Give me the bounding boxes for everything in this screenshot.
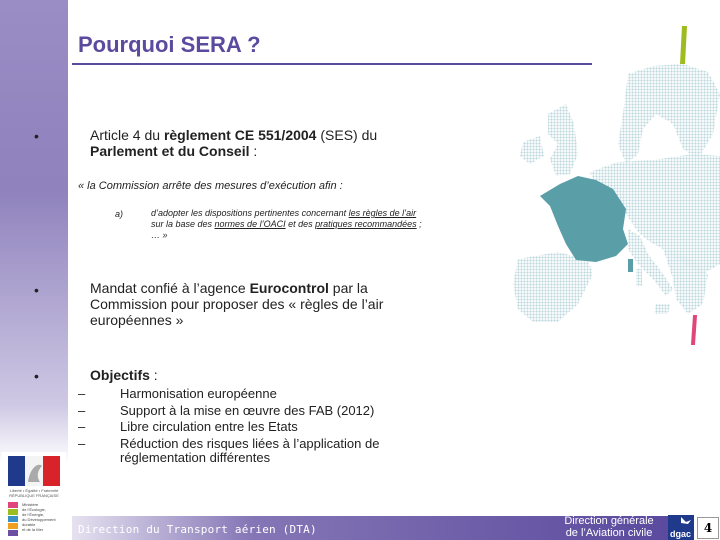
objectives-heading: Objectifs :	[90, 367, 158, 383]
objective-item: Support à la mise en œuvre des FAB (2012)	[120, 403, 375, 418]
republique-francaise-text: Liberté • Égalité • Fraternité RÉPUBLIQUE FRANÇAISE	[9, 488, 59, 498]
page-number: 4	[697, 517, 719, 539]
mandate-bullet-text: Mandat confié à l’agence Eurocontrol par la Commission pour proposer des « règles de l’air européennes »	[90, 280, 384, 328]
objective-dash: –	[78, 403, 86, 418]
article-bullet-text: Article 4 du règlement CE 551/2004 (SES) du Parlement et du Conseil :	[90, 127, 378, 159]
quote-intro: « la Commission arrête des mesures d’exécution afin :	[78, 180, 343, 192]
objective-dash: –	[78, 436, 86, 451]
bullet-marker: •	[34, 128, 39, 144]
ministry-logo	[2, 452, 66, 538]
objective-item: Réduction des risques liées à l’application de réglementation différentes	[120, 436, 380, 465]
europe-map-icon	[478, 64, 720, 354]
bullet-marker: •	[34, 282, 39, 298]
objective-item: Libre circulation entre les Etats	[120, 419, 298, 434]
marianne-flag-icon	[8, 456, 60, 486]
dgac-logo-icon: dgac	[668, 515, 694, 540]
quote-item-label: a)	[115, 209, 124, 219]
quote-item-text: d’adopter les dispositions pertinentes concernant les règles de l’air sur la base des normes de l’OACI et des pratiques recommandées ; … »	[151, 208, 422, 240]
slide-title: Pourquoi SERA ?	[78, 32, 261, 57]
decorative-green-stroke	[680, 26, 687, 64]
objective-dash: –	[78, 386, 86, 401]
ministry-name: Ministère de l’Écologie, de l’Énergie, du Développement durable et de la Mer	[22, 502, 56, 532]
bullet-marker: •	[34, 368, 39, 384]
objective-dash: –	[78, 419, 86, 434]
ministry-color-bar-icon	[8, 502, 18, 536]
footer-dgac-name: Direction générale de l’Aviation civile	[564, 515, 654, 539]
footer-department: Direction du Transport aérien (DTA)	[78, 523, 317, 536]
plane-icon	[668, 515, 694, 529]
objective-item: Harmonisation européenne	[120, 386, 277, 401]
